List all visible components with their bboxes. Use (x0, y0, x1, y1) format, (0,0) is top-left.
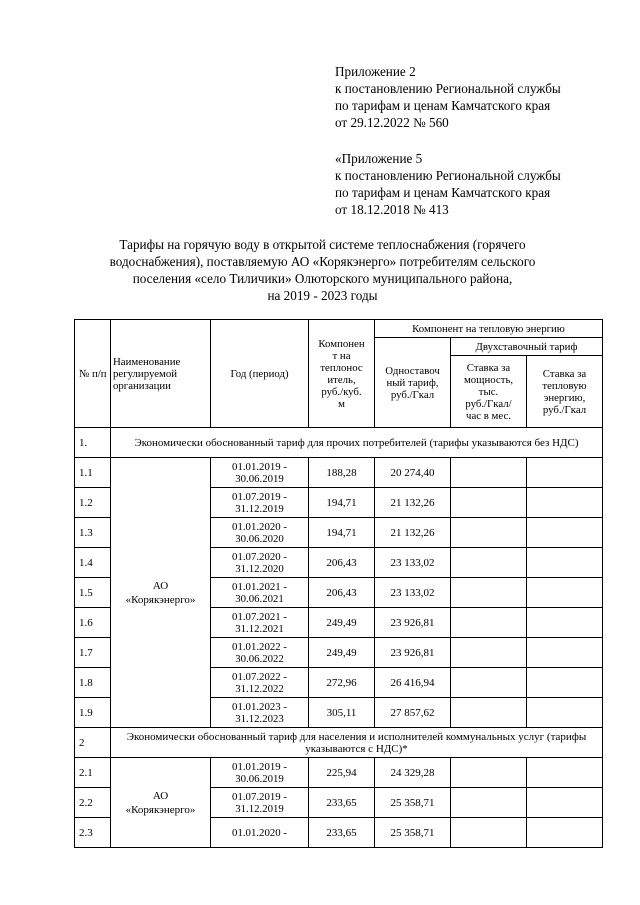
period: 01.07.2019 - 31.12.2019 (211, 488, 309, 518)
water-component-value: 206,43 (309, 578, 375, 608)
energy-rate-value (527, 668, 603, 698)
header-water-component: Компонен т на теплонос итель, руб./куб. м (309, 320, 375, 428)
energy-rate-value (527, 548, 603, 578)
row-number: 1.7 (75, 638, 111, 668)
energy-rate-value (527, 458, 603, 488)
capacity-rate-value (451, 758, 527, 788)
header-num: № п/п (75, 320, 111, 428)
header-heat-component: Компонент на тепловую энергию (375, 320, 603, 338)
header-capacity-rate: Ставка за мощность, тыс. руб./Гкал/ час в мес. (451, 356, 527, 428)
energy-rate-value (527, 698, 603, 728)
header-period: Год (период) (211, 320, 309, 428)
single-rate-value: 24 329,28 (375, 758, 451, 788)
capacity-rate-value (451, 548, 527, 578)
section-row (75, 728, 603, 758)
appendix-line: от 18.12.2018 № 413 (335, 202, 449, 217)
single-rate-value: 20 274,40 (375, 458, 451, 488)
capacity-rate-value (451, 578, 527, 608)
section-row (75, 428, 603, 458)
period: 01.01.2022 - 30.06.2022 (211, 638, 309, 668)
period: 01.07.2019 - 31.12.2019 (211, 788, 309, 818)
title-line: Тарифы на горячую воду в открытой системе теплоснабжения (горячего (119, 237, 526, 252)
single-rate-value: 23 926,81 (375, 638, 451, 668)
single-rate-value: 27 857,62 (375, 698, 451, 728)
energy-rate-value (527, 788, 603, 818)
water-component-value: 249,49 (309, 638, 375, 668)
period: 01.01.2019 - 30.06.2019 (211, 458, 309, 488)
period: 01.07.2022 - 31.12.2022 (211, 668, 309, 698)
water-component-value: 233,65 (309, 788, 375, 818)
row-number: 2.2 (75, 788, 111, 818)
header-org: Наименование регулируемой организации (111, 320, 211, 428)
row-number: 1.6 (75, 608, 111, 638)
capacity-rate-value (451, 818, 527, 848)
appendix-5-header (335, 150, 635, 218)
period: 01.01.2021 - 30.06.2021 (211, 578, 309, 608)
row-number: 2.1 (75, 758, 111, 788)
tariff-table (74, 319, 603, 848)
single-rate-value: 25 358,71 (375, 788, 451, 818)
section-title: Экономически обоснованный тариф для прочих потребителей (тарифы указываются без НДС) (111, 428, 603, 458)
capacity-rate-value (451, 638, 527, 668)
period: 01.01.2019 - 30.06.2019 (211, 758, 309, 788)
capacity-rate-value (451, 488, 527, 518)
single-rate-value: 26 416,94 (375, 668, 451, 698)
row-number: 2.3 (75, 818, 111, 848)
period: 01.01.2020 - (211, 818, 309, 848)
capacity-rate-value (451, 518, 527, 548)
capacity-rate-value (451, 668, 527, 698)
appendix-2-header (335, 63, 635, 131)
water-component-value: 225,94 (309, 758, 375, 788)
period: 01.07.2020 - 31.12.2020 (211, 548, 309, 578)
organization-name: АО «Корякэнерго» (111, 458, 211, 728)
row-number: 1.1 (75, 458, 111, 488)
single-rate-value: 21 132,26 (375, 518, 451, 548)
energy-rate-value (527, 638, 603, 668)
capacity-rate-value (451, 608, 527, 638)
period: 01.01.2020 - 30.06.2020 (211, 518, 309, 548)
capacity-rate-value (451, 458, 527, 488)
row-number: 1.2 (75, 488, 111, 518)
water-component-value: 206,43 (309, 548, 375, 578)
table-row (75, 458, 603, 488)
energy-rate-value (527, 818, 603, 848)
header-single-rate: Одноставоч ный тариф, руб./Гкал (375, 338, 451, 428)
title-line: водоснабжения), поставляемую АО «Корякэнерго» потребителям сельского (109, 254, 536, 269)
appendix-line: к постановлению Региональной службы (335, 81, 561, 96)
energy-rate-value (527, 578, 603, 608)
row-number: 1.5 (75, 578, 111, 608)
appendix-line: Приложение 2 (335, 64, 416, 79)
title-line: на 2019 - 2023 годы (267, 288, 378, 303)
water-component-value: 305,11 (309, 698, 375, 728)
water-component-value: 188,28 (309, 458, 375, 488)
document-title (90, 236, 555, 304)
row-number: 1.4 (75, 548, 111, 578)
single-rate-value: 23 926,81 (375, 608, 451, 638)
section-number: 2 (75, 728, 111, 758)
energy-rate-value (527, 518, 603, 548)
period: 01.01.2023 - 31.12.2023 (211, 698, 309, 728)
water-component-value: 233,65 (309, 818, 375, 848)
period: 01.07.2021 - 31.12.2021 (211, 608, 309, 638)
appendix-line: по тарифам и ценам Камчатского края (335, 98, 551, 113)
capacity-rate-value (451, 788, 527, 818)
section-title: Экономически обоснованный тариф для населения и исполнителей коммунальных услуг (тарифы указываются с НДС)* (111, 728, 603, 758)
appendix-line: к постановлению Региональной службы (335, 168, 561, 183)
single-rate-value: 25 358,71 (375, 818, 451, 848)
row-number: 1.8 (75, 668, 111, 698)
energy-rate-value (527, 488, 603, 518)
row-number: 1.9 (75, 698, 111, 728)
appendix-line: от 29.12.2022 № 560 (335, 115, 449, 130)
section-number: 1. (75, 428, 111, 458)
single-rate-value: 23 133,02 (375, 548, 451, 578)
header-energy-rate: Ставка за тепловую энергию, руб./Гкал (527, 356, 603, 428)
title-line: поселения «село Тиличики» Олюторского муниципального района, (132, 271, 513, 286)
water-component-value: 249,49 (309, 608, 375, 638)
water-component-value: 194,71 (309, 488, 375, 518)
energy-rate-value (527, 758, 603, 788)
single-rate-value: 21 132,26 (375, 488, 451, 518)
organization-name: АО «Корякэнерго» (111, 758, 211, 848)
single-rate-value: 23 133,02 (375, 578, 451, 608)
appendix-line: «Приложение 5 (335, 151, 423, 166)
header-two-part-rate: Двухставочный тариф (451, 338, 603, 356)
table-row (75, 758, 603, 788)
water-component-value: 194,71 (309, 518, 375, 548)
energy-rate-value (527, 608, 603, 638)
water-component-value: 272,96 (309, 668, 375, 698)
row-number: 1.3 (75, 518, 111, 548)
capacity-rate-value (451, 698, 527, 728)
appendix-line: по тарифам и ценам Камчатского края (335, 185, 551, 200)
